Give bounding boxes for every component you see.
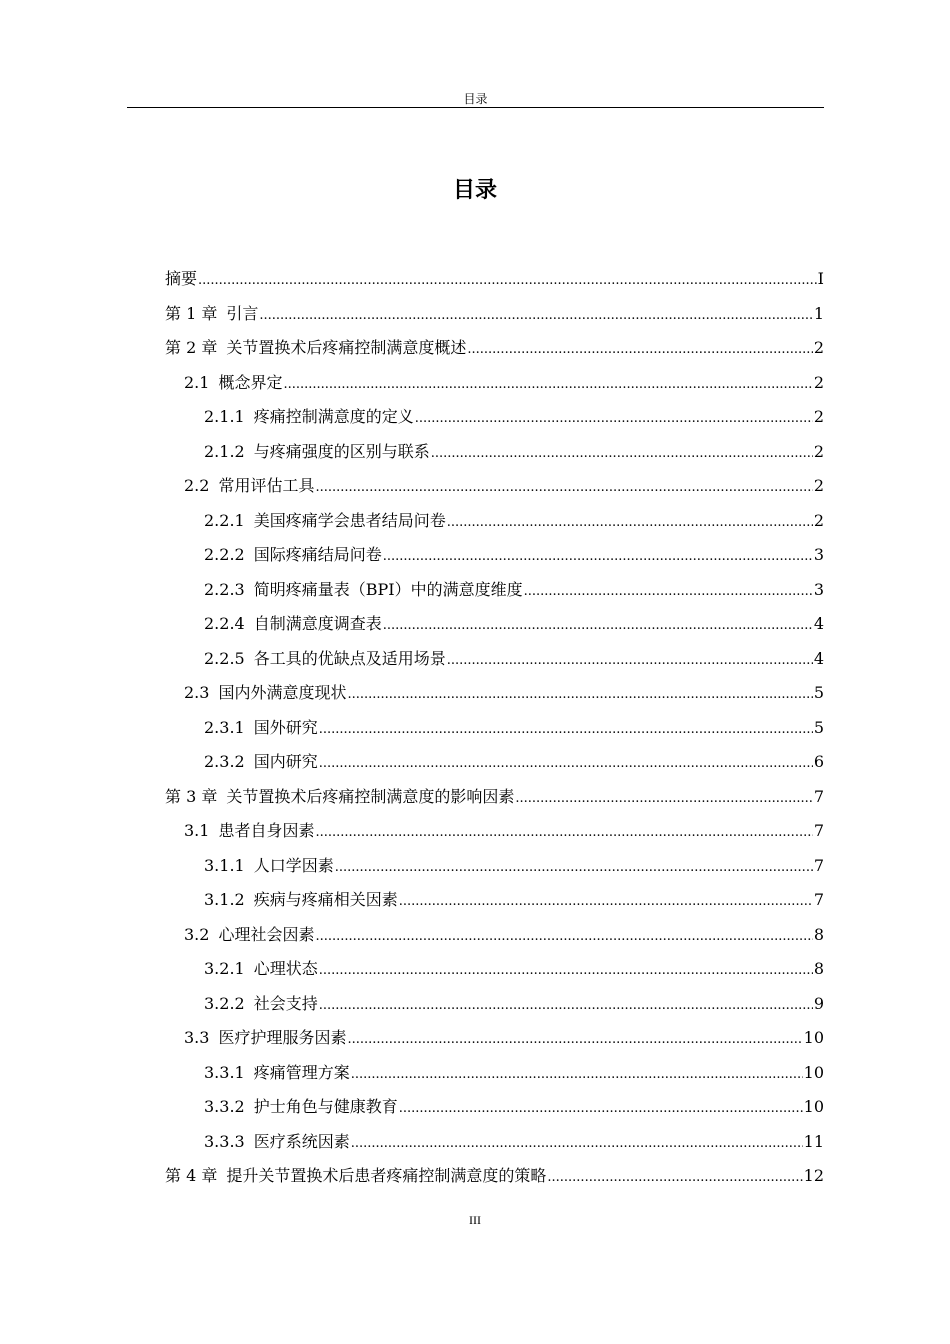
toc-dot-leader bbox=[347, 1025, 802, 1055]
toc-entry[interactable] bbox=[165, 851, 824, 886]
toc-dot-leader bbox=[383, 611, 813, 641]
toc-entry-page: 4 bbox=[813, 648, 824, 668]
toc-entry-title: 社会支持 bbox=[253, 993, 318, 1013]
toc-entry-page: 5 bbox=[813, 717, 824, 737]
toc-entry-title: 常用评估工具 bbox=[218, 476, 315, 495]
toc-entry-page: 7 bbox=[813, 786, 824, 806]
toc-entry[interactable] bbox=[165, 1092, 824, 1127]
toc-entry[interactable] bbox=[165, 333, 824, 368]
toc-entry-title: 国内研究 bbox=[253, 752, 318, 771]
toc-entry-title: 心理状态 bbox=[253, 959, 318, 978]
toc-entry-page: 6 bbox=[813, 752, 824, 771]
toc-entry-number: 第 2 章 bbox=[165, 338, 218, 357]
toc-entry-number: 3.3.1 bbox=[204, 1062, 245, 1082]
toc-entry-number: 2.1.2 bbox=[204, 441, 245, 461]
table-of-contents bbox=[165, 264, 824, 1196]
toc-entry-number: 3.1 bbox=[184, 821, 210, 840]
toc-entry[interactable] bbox=[165, 575, 824, 610]
toc-entry-number: 3.2.2 bbox=[204, 993, 245, 1013]
toc-entry[interactable] bbox=[165, 954, 824, 989]
toc-entry-title: 引言 bbox=[226, 303, 259, 323]
toc-entry-title: 国外研究 bbox=[253, 717, 318, 737]
toc-entry-page: 12 bbox=[803, 1166, 824, 1185]
toc-entry[interactable] bbox=[165, 471, 824, 506]
toc-dot-leader bbox=[283, 370, 812, 400]
toc-dot-leader bbox=[447, 508, 813, 538]
toc-entry-number: 第 3 章 bbox=[165, 786, 218, 806]
toc-dot-leader bbox=[524, 577, 813, 607]
toc-entry[interactable] bbox=[165, 1127, 824, 1162]
toc-entry-page: 3 bbox=[813, 579, 824, 599]
toc-dot-leader bbox=[319, 991, 813, 1021]
toc-entry-number: 2.1.1 bbox=[204, 407, 245, 426]
toc-entry-title: 护士角色与健康教育 bbox=[253, 1097, 398, 1116]
toc-entry-page: 7 bbox=[813, 890, 824, 909]
toc-entry-title: 医疗系统因素 bbox=[253, 1131, 350, 1151]
toc-entry-title: 患者自身因素 bbox=[218, 821, 315, 840]
toc-entry-number: 2.2.4 bbox=[204, 614, 245, 633]
toc-dot-leader bbox=[335, 853, 813, 883]
toc-entry-page: 7 bbox=[813, 821, 824, 840]
toc-entry-number: 3.2.1 bbox=[204, 959, 245, 978]
toc-entry-page: 2 bbox=[813, 441, 824, 461]
toc-entry-title: 疼痛控制满意度的定义 bbox=[253, 407, 414, 426]
header-rule bbox=[127, 107, 824, 108]
toc-entry[interactable] bbox=[165, 540, 824, 575]
toc-dot-leader bbox=[347, 680, 812, 710]
page-number: III bbox=[469, 1213, 481, 1227]
toc-entry[interactable] bbox=[165, 402, 824, 437]
toc-entry-number: 第 1 章 bbox=[165, 303, 218, 323]
toc-dot-leader bbox=[399, 1094, 803, 1124]
toc-entry-page: 10 bbox=[803, 1062, 824, 1082]
toc-entry[interactable] bbox=[165, 989, 824, 1024]
toc-dot-leader bbox=[319, 749, 813, 779]
toc-entry-page: 10 bbox=[803, 1028, 824, 1047]
page-title: 目录 bbox=[452, 178, 497, 203]
toc-entry-number: 3.2 bbox=[184, 924, 210, 944]
toc-entry-page: 3 bbox=[813, 545, 824, 564]
toc-entry-page: 11 bbox=[803, 1131, 824, 1151]
toc-entry[interactable] bbox=[165, 920, 824, 955]
toc-entry[interactable] bbox=[165, 1058, 824, 1093]
toc-entry-number: 3.1.2 bbox=[204, 890, 245, 909]
toc-entry-number: 2.1 bbox=[184, 372, 210, 392]
toc-entry-page: 2 bbox=[813, 476, 824, 495]
toc-entry[interactable] bbox=[165, 1023, 824, 1058]
toc-entry-page: 7 bbox=[813, 855, 824, 875]
toc-entry-number: 2.2.2 bbox=[204, 545, 245, 564]
toc-dot-leader bbox=[351, 1060, 803, 1090]
toc-entry[interactable] bbox=[165, 264, 824, 299]
toc-entry-page: 8 bbox=[813, 959, 824, 978]
toc-entry-number: 2.3.2 bbox=[204, 752, 245, 771]
toc-entry[interactable] bbox=[165, 299, 824, 334]
toc-dot-leader bbox=[259, 301, 812, 331]
toc-entry-title: 简明疼痛量表（BPI）中的满意度维度 bbox=[253, 579, 523, 599]
toc-entry-page: I bbox=[817, 269, 824, 288]
toc-dot-leader bbox=[383, 542, 813, 572]
toc-entry[interactable] bbox=[165, 368, 824, 403]
toc-entry-page: 2 bbox=[813, 407, 824, 426]
toc-entry[interactable] bbox=[165, 644, 824, 679]
toc-entry[interactable] bbox=[165, 1161, 824, 1196]
toc-entry-number: 3.3.3 bbox=[204, 1131, 245, 1151]
toc-entry-page: 2 bbox=[813, 510, 824, 530]
toc-dot-leader bbox=[319, 956, 813, 986]
toc-entry-number: 2.2.3 bbox=[204, 579, 245, 599]
toc-entry-title: 关节置换术后疼痛控制满意度的影响因素 bbox=[226, 786, 515, 806]
toc-entry-page: 5 bbox=[813, 683, 824, 702]
toc-entry[interactable] bbox=[165, 747, 824, 782]
toc-entry-page: 1 bbox=[813, 303, 824, 323]
toc-entry-title: 各工具的优缺点及适用场景 bbox=[253, 648, 446, 668]
toc-entry-title: 医疗护理服务因素 bbox=[218, 1028, 347, 1047]
toc-entry-number: 2.2.1 bbox=[204, 510, 245, 530]
toc-dot-leader bbox=[515, 784, 812, 814]
toc-dot-leader bbox=[399, 887, 813, 917]
toc-entry-title: 自制满意度调查表 bbox=[253, 614, 382, 633]
toc-dot-leader bbox=[547, 1163, 802, 1193]
toc-entry-title: 与疼痛强度的区别与联系 bbox=[253, 441, 430, 461]
toc-entry-title: 疾病与疼痛相关因素 bbox=[253, 890, 398, 909]
toc-entry[interactable] bbox=[165, 678, 824, 713]
toc-entry-page: 4 bbox=[813, 614, 824, 633]
toc-entry[interactable] bbox=[165, 713, 824, 748]
toc-entry-number: 3.3 bbox=[184, 1028, 210, 1047]
toc-dot-leader bbox=[198, 266, 817, 296]
toc-entry[interactable] bbox=[165, 506, 824, 541]
toc-entry-number: 第 4 章 bbox=[165, 1166, 218, 1185]
toc-dot-leader bbox=[447, 646, 813, 676]
toc-dot-leader bbox=[431, 439, 813, 469]
toc-entry-title: 摘要 bbox=[165, 269, 198, 288]
toc-entry-page: 2 bbox=[813, 372, 824, 392]
toc-entry-number: 2.3 bbox=[184, 683, 210, 702]
toc-entry-title: 心理社会因素 bbox=[218, 924, 315, 944]
toc-dot-leader bbox=[315, 473, 812, 503]
toc-dot-leader bbox=[351, 1129, 803, 1159]
toc-entry-title: 提升关节置换术后患者疼痛控制满意度的策略 bbox=[226, 1166, 547, 1185]
toc-entry-title: 疼痛管理方案 bbox=[253, 1062, 350, 1082]
toc-entry-title: 国内外满意度现状 bbox=[218, 683, 347, 702]
toc-entry[interactable] bbox=[165, 816, 824, 851]
toc-entry-number: 2.2 bbox=[184, 476, 210, 495]
toc-entry-page: 8 bbox=[813, 924, 824, 944]
toc-entry-title: 美国疼痛学会患者结局问卷 bbox=[253, 510, 446, 530]
toc-dot-leader bbox=[415, 404, 813, 434]
toc-entry-page: 2 bbox=[813, 338, 824, 357]
toc-entry-number: 2.3.1 bbox=[204, 717, 245, 737]
toc-entry-title: 关节置换术后疼痛控制满意度概述 bbox=[226, 338, 467, 357]
toc-dot-leader bbox=[315, 818, 812, 848]
running-header: 目录 bbox=[463, 92, 488, 106]
toc-entry-number: 3.3.2 bbox=[204, 1097, 245, 1116]
toc-entry-title: 国际疼痛结局问卷 bbox=[253, 545, 382, 564]
toc-entry[interactable] bbox=[165, 782, 824, 817]
toc-dot-leader bbox=[319, 715, 813, 745]
toc-entry-number: 3.1.1 bbox=[204, 855, 245, 875]
toc-entry-title: 概念界定 bbox=[218, 372, 283, 392]
toc-entry[interactable] bbox=[165, 609, 824, 644]
toc-entry[interactable] bbox=[165, 437, 824, 472]
toc-entry-page: 9 bbox=[813, 993, 824, 1013]
toc-dot-leader bbox=[467, 335, 812, 365]
toc-dot-leader bbox=[315, 922, 812, 952]
toc-entry-page: 10 bbox=[803, 1097, 824, 1116]
toc-entry[interactable] bbox=[165, 885, 824, 920]
toc-entry-title: 人口学因素 bbox=[253, 855, 334, 875]
toc-entry-number: 2.2.5 bbox=[204, 648, 245, 668]
